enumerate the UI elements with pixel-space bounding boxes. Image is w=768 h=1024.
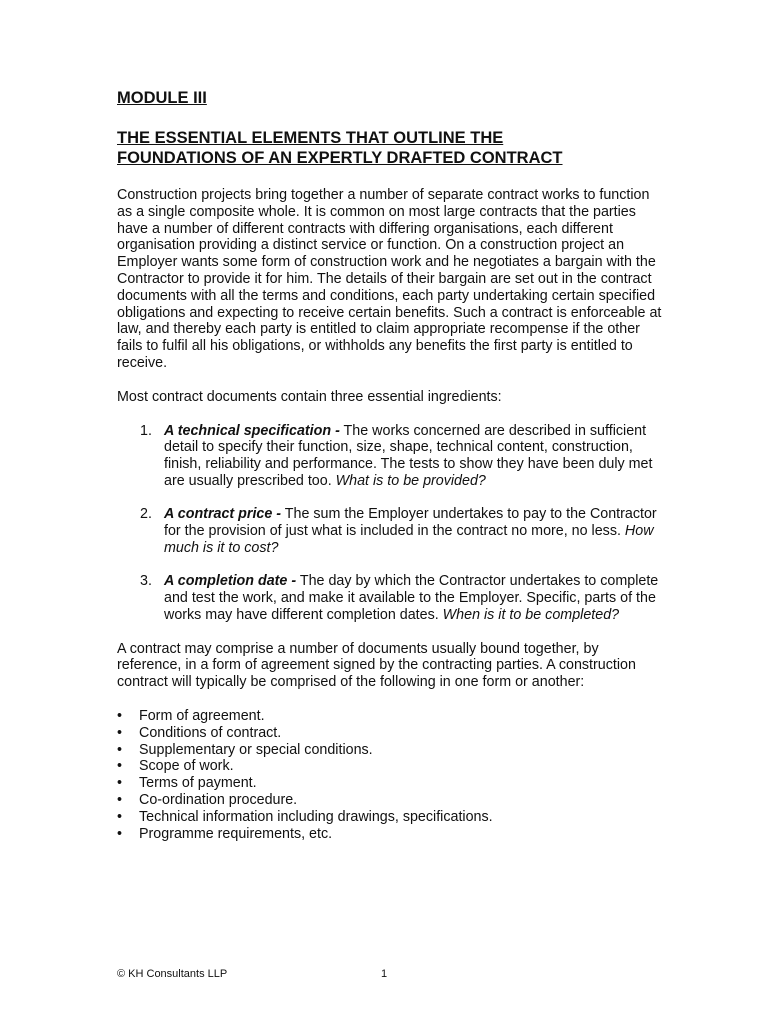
ingredient-item [117,506,662,556]
bullet-icon: • [117,724,123,741]
ingredient-term: A completion date - [164,573,297,590]
ingredient-term: A technical specification - [164,422,340,439]
ingredient-text: The works concerned are described in sufficient detail to specify their function, size, shape, technical content, construction, finish, reliability and performance. The tests to show they have been duly met are usually prescribed too. [164,422,653,489]
bullet-icon: • [117,808,123,825]
main-heading [117,128,662,168]
list-item [117,792,662,809]
ingredient-item [117,423,662,490]
intro-paragraph: Construction projects bring together a number of separate contract works to function as a single composite whole. It is common on most large contracts that the parties have a number of different contracts with differing organisations, each different organisation providing a distinct service or function. On a construction project an Employer wants some form of construction work and he negotiates a bargain with the Contractor to provide it for him. The details of their bargain are set out in the contract documents with all the terms and conditions, each party undertaking certain specified obligations and expecting to receive certain benefits. Such a contract is enforceable at law, and thereby each party is entitled to claim appropriate recompense if the other fails to fulfil all his obligations, or withholds any benefits the first party is entitled to receive. [117,187,662,371]
list-item [117,826,662,843]
documents-list [117,708,662,842]
bullet-icon: • [117,741,123,758]
bullet-icon: • [117,775,123,792]
ingredient-text: The day by which the Contractor undertakes to complete and test the work, and make it available to the Employer. Specific, parts of the works may have different completion dates. [164,573,659,623]
list-item [117,775,662,792]
ingredient-number: 1. [140,422,152,439]
footer-copyright: © KH Consultants LLP [117,968,228,980]
ingredient-question: How much is it to cost? [164,523,654,556]
document-page [117,88,662,842]
ingredients-list [117,423,662,624]
ingredient-number: 2. [140,506,152,523]
bullet-icon: • [117,791,123,808]
list-item-text: Technical information including drawings, specifications. [139,808,493,825]
list-item-text: Supplementary or special conditions. [139,741,373,758]
ingredients-intro: Most contract documents contain three essential ingredients: [117,388,502,405]
list-item-text: Programme requirements, etc. [139,825,333,842]
documents-intro: A contract may comprise a number of documents usually bound together, by reference, in a form of agreement signed by the contracting parties. A construction contract will typically be comprised of the following in one form or another: [117,640,636,691]
list-item-text: Terms of payment. [139,775,257,792]
list-item-text: Conditions of contract. [139,724,282,741]
list-item-text: Co-ordination procedure. [139,791,298,808]
ingredient-number: 3. [140,573,152,590]
module-title: MODULE III [117,89,207,107]
list-item [117,708,662,725]
main-heading-line-1: THE ESSENTIAL ELEMENTS THAT OUTLINE THE [117,129,504,147]
list-item [117,742,662,759]
list-item [117,725,662,742]
ingredient-text: The sum the Employer undertakes to pay to the Contractor for the provision of just what is included in the contract no more, no less. [164,506,657,540]
ingredient-question: When is it to be completed? [442,606,620,623]
list-item [117,809,662,826]
bullet-icon: • [117,758,123,775]
bullet-icon: • [117,707,123,724]
page-number: 1 [381,968,388,980]
bullet-icon: • [117,825,123,842]
list-item-text: Scope of work. [139,758,234,775]
list-item-text: Form of agreement. [139,707,265,724]
ingredient-question: What is to be provided? [335,472,486,489]
ingredient-item [117,573,662,623]
list-item [117,758,662,775]
ingredient-term: A contract price - [164,506,282,523]
main-heading-line-2: FOUNDATIONS OF AN EXPERTLY DRAFTED CONTRACT [117,149,563,167]
